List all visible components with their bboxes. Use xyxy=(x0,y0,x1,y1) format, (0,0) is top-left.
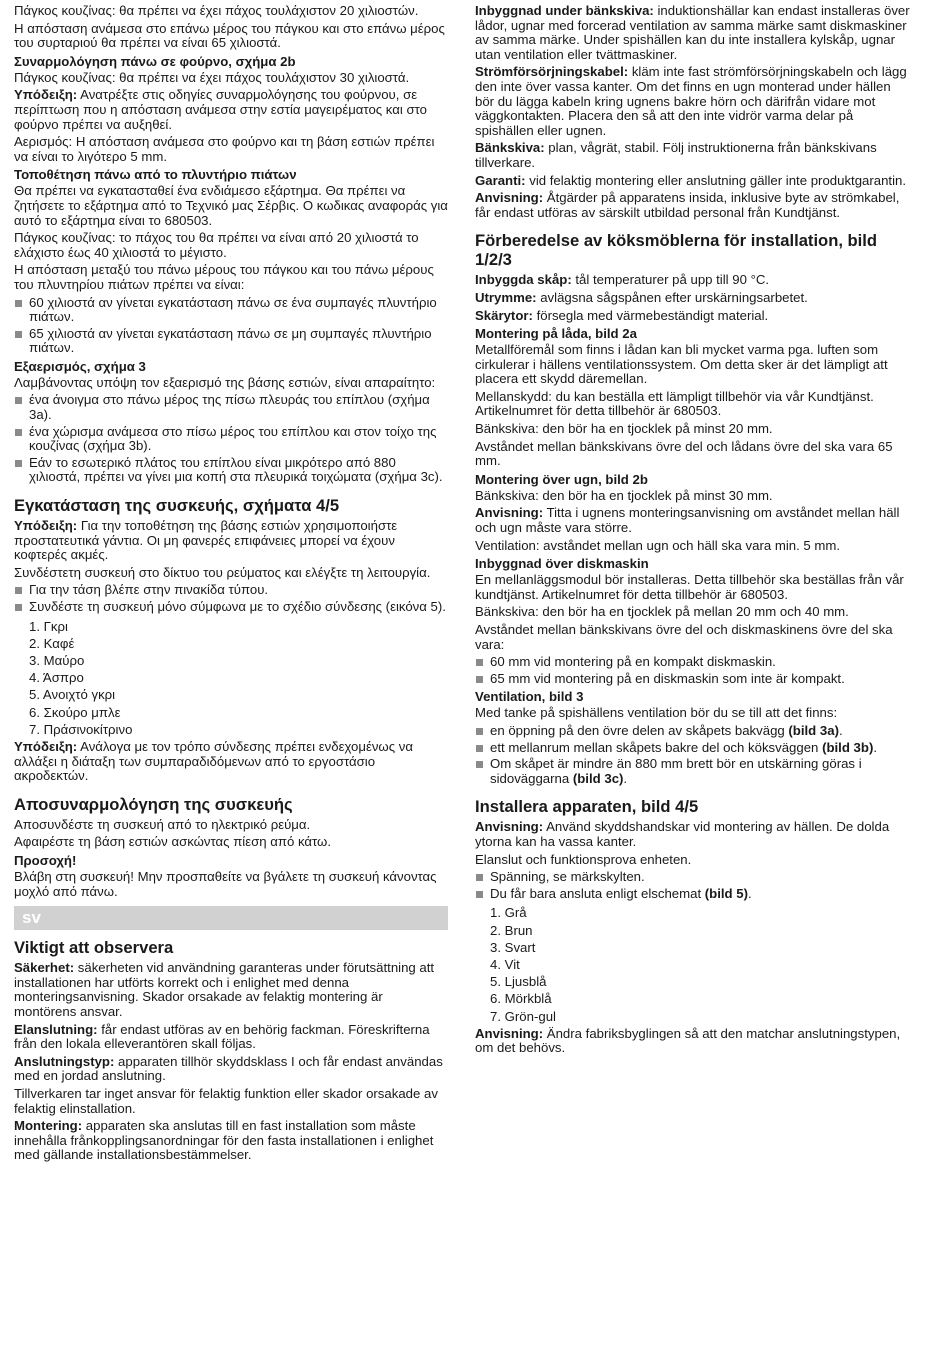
sv-drawer-metal: Metallföremål som finns i lådan kan bli mycket varma pga. luften som cirkulerar i hällens ventilationssystem. Om detta sker är det lämpligt att placera ett skydd däremellan. xyxy=(475,342,888,387)
gr-install-connect: Συνδέστετη συσκευή στο δίκτυο του ρεύματος και ελέγξτε τη λειτουργία. xyxy=(14,564,431,580)
sv-worktop: Bänkskiva: plan, vågrät, stabil. Följ instruktionerna från bänkskivans tillverkare. xyxy=(475,140,877,170)
list-item: Συνδέστε τη συσκευή μόνο σύμφωνα με το σχέδιο σύνδεσης (εικόνα 5). xyxy=(14,600,448,615)
sv-heading-install: Installera apparaten, bild 4/5 xyxy=(475,797,699,817)
gr-remove-disconnect: Αποσυνδέστε τη συσκευή από το ηλεκτρικό ρεύμα. xyxy=(14,816,311,832)
gr-heading-removal: Αποσυναρμολόγηση της συσκευής xyxy=(14,794,293,814)
gr-install-hint: Υπόδειξη: Για την τοποθέτηση της βάσης εστιών χρησιμοποιήστε προστατευτικά γάντια. Οι μη φανερές επιφάνειες μπορεί να έχουν κοφτερές ακμές. xyxy=(14,518,398,563)
sv-heading-dishwasher: Inbyggnad över diskmaskin xyxy=(475,556,649,572)
sv-note-service: Anvisning: Åtgärder på apparatens insida, inklusive byte av strömkabel, får endast utföras av särskilt utbildad personal från Kundtjänst. xyxy=(475,190,900,220)
sv-install-connect: Elanslut och funktionsprova enheten. xyxy=(475,851,692,867)
sv-heading-preparation: Förberedelse av köksmöblerna för installation, bild 1/2/3 xyxy=(475,231,878,270)
list-item: 4. Άσπρο xyxy=(29,670,84,686)
language-code: sv xyxy=(22,908,41,928)
sv-drawer-thickness: Bänkskiva: den bör ha en tjocklek på minst 20 mm. xyxy=(475,421,773,437)
sv-oven-note: Anvisning: Titta i ugnens monteringsanvisning om avståndet mellan häll och ugn måste vara större. xyxy=(475,505,900,536)
sv-safety: Säkerhet: säkerheten vid användning garanteras under förutsättning att installationen har utförts korrekt och i enlighet med denna monteringsanvisning. Skador orsakade av felaktig montering är montörens ansvar. xyxy=(14,960,435,1019)
sv-drawer-distance: Avståndet mellan bänkskivans övre del och lådans övre del ska vara 65 mm. xyxy=(475,438,893,469)
list-item: Εάν το εσωτερικό πλάτος του επίπλου είναι μικρότερο από 880 χιλιοστά, πρέπει να γίνει μια κοπή στα πλευρικά τοιχώματα (σχήμα 3c). xyxy=(14,456,448,485)
gr-oven-thickness: Πάγκος κουζίνας: θα πρέπει να έχει πάχος τουλάχιστον 30 χιλιοστά. xyxy=(14,69,410,85)
list-item: 3. Μαύρο xyxy=(29,653,85,668)
list-item: Για την τάση βλέπε στην πινακίδα τύπου. xyxy=(14,583,448,598)
list-item: 6. Σκούρο μπλε xyxy=(29,704,121,720)
right-column xyxy=(475,4,910,1059)
list-item: ένα χώρισμα ανάμεσα στο πίσω μέρος του επίπλου και στον τοίχο της κουζίνας (σχήμα 3b). xyxy=(14,425,448,454)
sv-built-under: Inbyggnad under bänkskiva: induktionshällar kan endast installeras över lådor, ugnar med forcerad ventilation av samma märke samt diskmaskiner av samma märke. Under spishällen kan du inte installera kylskåp, ugnar utan ventilation eller tvättmaskiner. xyxy=(475,3,910,62)
gr-countertop-thickness: Πάγκος κουζίνας: θα πρέπει να έχει πάχος τουλάχιστον 20 χιλιοστών. xyxy=(14,3,419,18)
list-item: 3. Svart xyxy=(490,939,536,955)
gr-oven-hint: Υπόδειξη: Ανατρέξτε στις οδηγίες συναρμολόγησης του φούρνου, σε περίπτωση που η απόσταση ανάμεσα στην εστία μαγειρέματος και στο φούρνο πρέπει να αυξηθεί. xyxy=(14,87,427,132)
sv-heading-important: Viktigt att observera xyxy=(14,938,174,958)
gr-heading-dishwasher: Τοποθέτηση πάνω από το πλυντήριο πιάτων xyxy=(14,167,297,183)
sv-electrical: Elanslutning: får endast utföras av en behörig fackman. Föreskrifterna från den lokala elleverantören skall följas. xyxy=(14,1021,430,1052)
hint-label: Υπόδειξη: xyxy=(14,87,78,103)
gr-dish-list xyxy=(14,296,448,356)
list-item: 1. Γκρι xyxy=(29,618,68,634)
sv-cut-surfaces: Skärytor: försegla med värmebeständigt material. xyxy=(475,307,769,323)
gr-drawer-distance: Η απόσταση ανάμεσα στο επάνω μέρος του πάγκου και στο επάνω μέρος του συρταριού θα πρέπει να είναι 65 χιλιοστά. xyxy=(14,20,445,51)
sv-mounting: Montering: apparaten ska anslutas till en fast installation som måste innehålla frånkopplingsanordningar för den fasta installationen i enlighet med gällande installationsbestämmelser. xyxy=(14,1118,434,1163)
sv-power-cable: Strömförsörjningskabel: kläm inte fast strömförsörjningskabeln och lägg den inte över vassa kanter. Om det finns en ugn monterad under hällen bör du lägga kabeln kring ugnens bakre hörn och därifrån vidare mot väggkontakten. Placera den så att den inte vidrör varma delar på spishällen eller ugnen. xyxy=(475,64,907,138)
gr-dish-thickness: Πάγκος κουζίνας: το πάχος του θα πρέπει να είναι από 20 χιλιοστά το ελάχιστο έως 40 χιλιοστά το μέγιστο. xyxy=(14,230,419,260)
sv-heading-drawer: Montering på låda, bild 2a xyxy=(475,326,637,342)
gr-install-list xyxy=(14,583,448,614)
gr-terminal-hint: Υπόδειξη: Ανάλογα με τον τρόπο σύνδεσης πρέπει ενδεχομένως να αλλάξει η διάταξη των συμπαραδιδόμενων από το εργοστάσιο ακροδεκτών. xyxy=(14,739,413,784)
list-item: 4. Vit xyxy=(490,956,520,972)
sv-oven-ventilation: Ventilation: avståndet mellan ugn och häll ska vara min. 5 mm. xyxy=(475,537,841,553)
sv-space: Utrymme: avlägsna sågspånen efter urskärningsarbetet. xyxy=(475,289,808,305)
list-item: 5. Ljusblå xyxy=(490,974,547,990)
gr-oven-ventilation: Αερισμός: Η απόσταση ανάμεσα στο φούρνο και τη βάση εστιών πρέπει να είναι το λιγότερο 5 mm. xyxy=(14,134,435,164)
gr-dish-distance: Η απόσταση μεταξύ του πάνω μέρους του πάγκου και του πάνω μέρους του πλυντηρίου πιάτων πρέπει να είναι: xyxy=(14,262,434,292)
sv-manufacturer: Tillverkaren tar inget ansvar för felaktig funktion eller skador orsakade av felaktig elinstallation. xyxy=(14,1085,438,1116)
sv-oven-thickness: Bänkskiva: den bör ha en tjocklek på minst 30 mm. xyxy=(475,487,773,503)
list-item: 2. Καφέ xyxy=(29,635,75,651)
list-item: en öppning på den övre delen av skåpets bakvägg (bild 3a). xyxy=(475,724,910,739)
list-item: Spänning, se märkskylten. xyxy=(475,870,910,885)
list-item: 65 χιλιοστά αν γίνεται εγκατάσταση πάνω σε μη συμπαγές πλυντήριο πιάτων. xyxy=(14,327,448,356)
gr-wire-colors xyxy=(14,618,448,738)
sv-vent-intro: Med tanke på spishällens ventilation bör du se till att det finns: xyxy=(475,705,838,721)
sv-wire-colors xyxy=(475,904,910,1024)
sv-vent-list xyxy=(475,724,910,786)
hint-label: Υπόδειξη: xyxy=(14,518,78,534)
gr-vent-intro: Λαμβάνοντας υπόψη τον εξαερισμό της βάσης εστιών, είναι απαραίτητο: xyxy=(14,374,436,390)
sv-warranty: Garanti: vid felaktig montering eller anslutning gäller inte produktgarantin. xyxy=(475,172,907,188)
list-item: 7. Πράσινοκίτρινο xyxy=(29,721,133,737)
gr-heading-ventilation: Εξαερισμός, σχήμα 3 xyxy=(14,358,146,374)
sv-cabinets: Inbyggda skåp: tål temperaturer på upp till 90 °C. xyxy=(475,272,770,288)
list-item: Om skåpet är mindre än 880 mm brett bör en utskärning göras i sidoväggarna (bild 3c). xyxy=(475,757,910,786)
sv-final-note: Anvisning: Ändra fabriksbyglingen så att den matchar anslutningstypen, om det behövs. xyxy=(475,1025,901,1056)
sv-connection-type: Anslutningstyp: apparaten tillhör skyddsklass I och får endast användas med en jordad anslutning. xyxy=(14,1053,443,1084)
sv-dish-list xyxy=(475,655,910,686)
sv-install-gloves: Anvisning: Använd skyddshandskar vid montering av hällen. De dolda ytorna kan ha vassa kanter. xyxy=(475,819,890,849)
gr-vent-list xyxy=(14,393,448,485)
list-item: 1. Grå xyxy=(490,905,527,921)
sv-dish-module: En mellanläggsmodul bör installeras. Detta tillbehör ska beställas från vår kundtjänst. Artikelnumret för detta tillbehör är 680503. xyxy=(475,572,904,602)
gr-remove-push: Αφαιρέστε τη βάση εστιών ασκώντας πίεση από κάτω. xyxy=(14,834,331,850)
sv-drawer-shield: Mellanskydd: du kan beställa ett lämpligt tillbehör via vår Kundtjänst. Artikelnumret för detta tillbehör är 680503. xyxy=(475,388,874,419)
list-item: 2. Brun xyxy=(490,922,533,938)
gr-dish-module: Θα πρέπει να εγκατασταθεί ένα ενδιάμεσο εξάρτημα. Θα πρέπει να ζητήσετε το εξάρτημα από το Τεχνικό μας Σέρβις. Ο κωδικας αναφοράς για αυτό το εξάρτημα είναι το 680503. xyxy=(14,183,448,228)
language-bar xyxy=(14,906,448,930)
list-item: ένα άνοιγμα στο πάνω μέρος της πίσω πλευράς του επίπλου (σχήμα 3a). xyxy=(14,393,448,422)
list-item: 6. Mörkblå xyxy=(490,991,552,1007)
list-item: 65 mm vid montering på en diskmaskin som inte är kompakt. xyxy=(475,672,910,687)
sv-dish-thickness: Bänkskiva: den bör ha en tjocklek på mellan 20 mm och 40 mm. xyxy=(475,604,849,620)
left-column xyxy=(14,4,448,1166)
list-item: 60 χιλιοστά αν γίνεται εγκατάσταση πάνω σε ένα συμπαγές πλυντήριο πιάτων. xyxy=(14,296,448,325)
gr-heading-install: Εγκατάσταση της συσκευής, σχήματα 4/5 xyxy=(14,496,340,516)
gr-caution-text: Βλάβη στη συσκευή! Μην προσπαθείτε να βγάλετε τη συσκευή κάνοντας μοχλό από πάνω. xyxy=(14,868,437,899)
gr-caution-heading: Προσοχή! xyxy=(14,852,77,868)
sv-heading-ventilation: Ventilation, bild 3 xyxy=(475,689,584,705)
list-item: ett mellanrum mellan skåpets bakre del och köksväggen (bild 3b). xyxy=(475,741,910,756)
gr-heading-oven: Συναρμολόγηση πάνω σε φούρνο, σχήμα 2b xyxy=(14,53,296,69)
sv-dish-distance: Avståndet mellan bänkskivans övre del och diskmaskinens övre del ska vara: xyxy=(475,622,893,652)
sv-install-list xyxy=(475,870,910,901)
list-item: 5. Ανοιχτό γκρι xyxy=(29,687,116,703)
list-item: Du får bara ansluta enligt elschemat (bild 5). xyxy=(475,887,910,902)
list-item: 60 mm vid montering på en kompakt diskmaskin. xyxy=(475,655,910,670)
hint-label: Υπόδειξη: xyxy=(14,739,78,755)
sv-heading-oven: Montering över ugn, bild 2b xyxy=(475,471,648,487)
list-item: 7. Grön-gul xyxy=(490,1008,556,1024)
